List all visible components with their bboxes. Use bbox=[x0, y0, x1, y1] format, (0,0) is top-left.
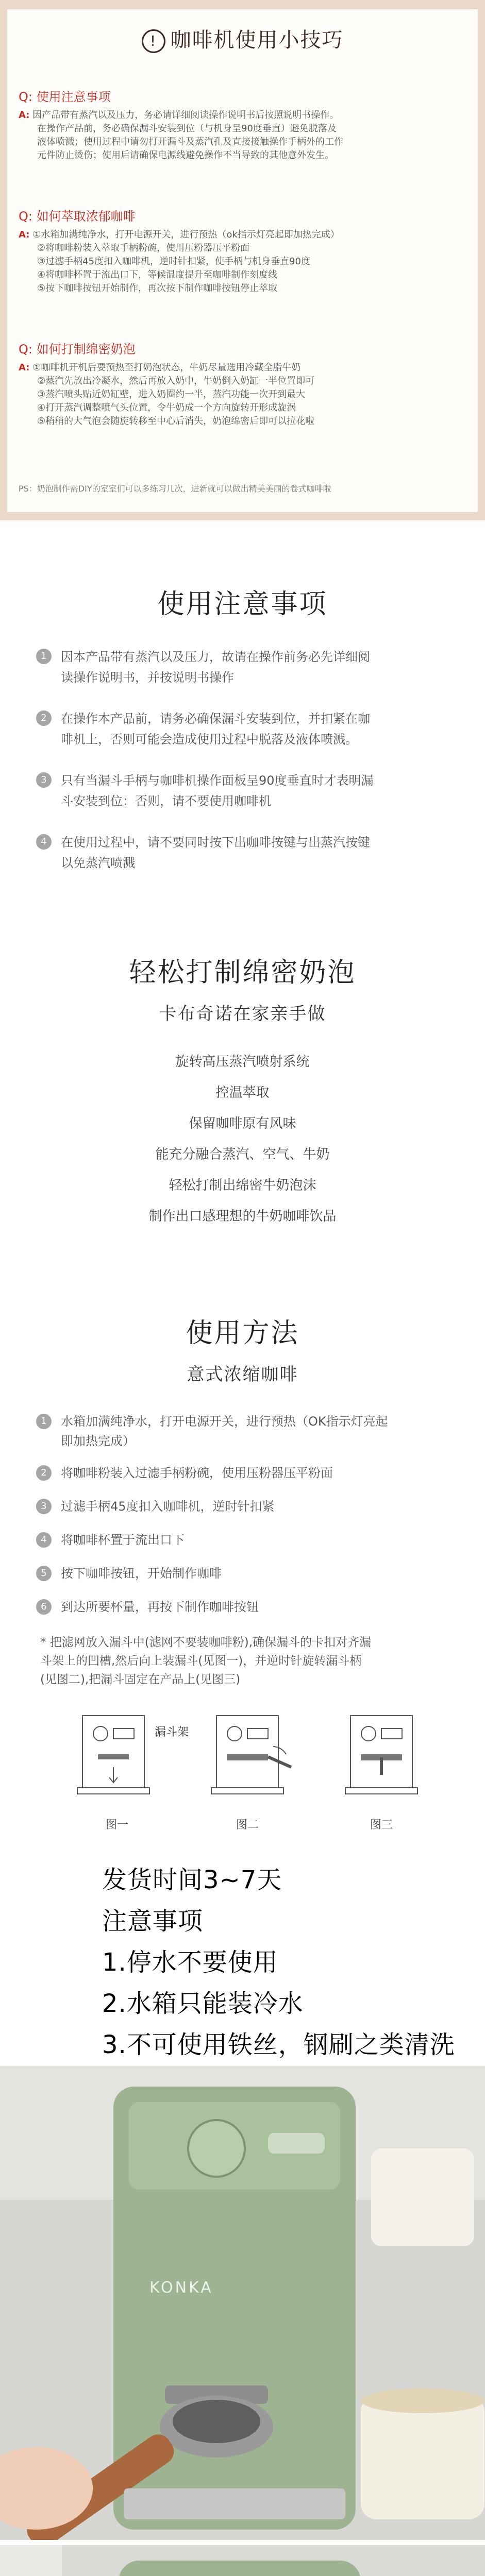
machine-diagram-1 bbox=[62, 1705, 165, 1808]
foam-feature: 能充分融合蒸汽、空气、牛奶 bbox=[155, 1147, 330, 1162]
usage-step: 2 将咖啡粉装入过滤手柄粉碗，使用压粉器压平粉面 bbox=[36, 1463, 448, 1483]
machine-diagram-2 bbox=[196, 1705, 299, 1808]
number-badge: 3 bbox=[36, 772, 52, 788]
notes-item: 1 因本产品带有蒸汽以及压力，故请在操作前务必先详细阅 读操作说明书，并按说明书操作 bbox=[36, 647, 448, 688]
diagram-label: 图一 bbox=[106, 1819, 129, 1832]
notes-item: 2 在操作本产品前，请务必确保漏斗安装到位，并扣紧在咖 啡机上，否则可能会造成使用过程中脱落及液体喷溅。 bbox=[36, 708, 448, 750]
shipping-notice-item: 3.不可使用铁丝，钢刷之类清洗 bbox=[102, 2030, 455, 2059]
tips-section-espresso bbox=[19, 206, 467, 295]
notes-title: 使用注意事项 bbox=[157, 589, 328, 620]
notes-item: 4 在使用过程中，请不要同时按下出咖啡按键与出蒸汽按键 以免蒸汽喷溅 bbox=[36, 832, 448, 873]
number-badge: 4 bbox=[36, 834, 52, 850]
tips-section-usage-notes bbox=[19, 87, 467, 162]
exclamation-icon: ! bbox=[142, 29, 165, 53]
usage-step: 6 到达所要杯量，再按下制作咖啡按钮 bbox=[36, 1597, 448, 1617]
shipping-notice-item: 2.水箱只能装冷水 bbox=[102, 1989, 304, 2018]
tips-section-milk-foam bbox=[19, 339, 467, 428]
tips-title: ! 咖啡机使用小技巧 bbox=[7, 24, 478, 53]
tips-answer: A: ①水箱加满纯净水，打开电源开关，进行预热（ok指示灯亮起即加热完成） ②将咖啡粉装入萃取手柄粉碗，使用压粉器压平粉面 ③过滤手柄45度扣入咖啡机，逆时针扣紧，使手柄与机身垂直90度 ④将咖啡杯置于流出口下，等候温度提升至咖啡制作刻度线 ⑤按下咖啡按钮开始制作，再次按下制作咖啡按钮停止萃取 bbox=[19, 229, 340, 294]
product-photo-2 bbox=[0, 2545, 485, 2576]
number-badge: 1 bbox=[36, 1414, 52, 1429]
usage-step: 1 水箱加满纯净水，打开电源开关，进行预热（OK指示灯亮起 即加热完成） bbox=[36, 1412, 448, 1451]
tips-question: Q: 如何萃取浓郁咖啡 bbox=[19, 209, 136, 224]
foam-feature: 旋转高压蒸汽喷射系统 bbox=[175, 1054, 310, 1070]
number-badge: 1 bbox=[36, 649, 52, 664]
tips-card bbox=[7, 9, 478, 512]
diagram-label: 图二 bbox=[236, 1819, 259, 1832]
drip-tray-label: 漏斗架 bbox=[155, 1726, 189, 1739]
tips-question: Q: 使用注意事项 bbox=[19, 90, 111, 104]
tips-section bbox=[0, 0, 485, 520]
foam-title: 轻松打制绵密奶泡 bbox=[129, 957, 356, 988]
number-badge: 2 bbox=[36, 710, 52, 726]
usage-subtitle: 意式浓缩咖啡 bbox=[187, 1364, 298, 1385]
coffee-machine-photo bbox=[0, 2066, 485, 2540]
foam-subtitle: 卡布奇诺在家亲手做 bbox=[159, 1004, 326, 1024]
number-badge: 2 bbox=[36, 1465, 52, 1481]
number-badge: 5 bbox=[36, 1566, 52, 1581]
usage-note: * 把滤网放入漏斗中(滤网不要装咖啡粉),确保漏斗的卡扣对齐漏 斗架上的凹槽,然后向上装漏斗(见图一)，并逆时针旋转漏斗柄 (见图二),把漏斗固定在产品上(见图三) bbox=[40, 1636, 372, 1686]
tips-answer: A: 因产品带有蒸汽以及压力，务必请详细阅读操作说明书后按照说明书操作。 在操作产品前，务必确保漏斗安装到位（与机身呈90度垂直）避免脱落及 液体喷溅；使用过程中请勿打开漏斗及蒸汽孔及直接接触操作手柄外的工作 元件防止烫伤；使用后请确保电源线避免操作不当导致的其他意外发生。 bbox=[19, 110, 343, 161]
notes-item: 3 只有当漏斗手柄与咖啡机操作面板呈90度垂直时才表明漏 斗安装到位：否则，请不要使用咖啡机 bbox=[36, 770, 448, 811]
foam-feature: 控温萃取 bbox=[215, 1085, 270, 1100]
usage-step: 5 按下咖啡按钮，开始制作咖啡 bbox=[36, 1564, 448, 1583]
coffee-machine-photo bbox=[0, 2545, 485, 2576]
diagram-label: 图三 bbox=[370, 1819, 393, 1832]
product-photo-1 bbox=[0, 2066, 485, 2540]
tips-answer: A: ①咖啡机开机后要预热至打奶泡状态，牛奶尽量选用冷藏全脂牛奶 ②蒸汽先放出冷凝水，然后再放入奶中，牛奶倒入奶缸一半位置即可 ③蒸汽喷头贴近奶缸壁，进入奶圈约一半，蒸汽功能一次开到最大 ④打开蒸汽调整喷气头位置，令牛奶成一个方向旋转开形成旋涡 ⑤稍稍的大气泡会随旋转移至中心后消失，奶泡绵密后即可以拉花啦 bbox=[19, 362, 315, 427]
foam-feature: 制作出口感理想的牛奶咖啡饮品 bbox=[148, 1209, 337, 1224]
foam-feature: 保留咖啡原有风味 bbox=[189, 1116, 296, 1131]
usage-step: 3 过滤手柄45度扣入咖啡机，逆时针扣紧 bbox=[36, 1497, 448, 1516]
shipping-time: 发货时间3~7天 bbox=[102, 1866, 282, 1894]
usage-title: 使用方法 bbox=[186, 1318, 299, 1349]
number-badge: 6 bbox=[36, 1599, 52, 1615]
foam-feature: 轻松打制出绵密牛奶泡沫 bbox=[169, 1178, 316, 1193]
shipping-notice-title: 注意事项 bbox=[102, 1907, 204, 1936]
tips-footnote: PS：奶泡制作需DIY的室室们可以多练习几次，进新就可以做出精美美丽的卷式咖啡啦 bbox=[19, 484, 331, 494]
shipping-notice-item: 1.停水不要使用 bbox=[102, 1948, 278, 1977]
brand-logo: KONKA bbox=[149, 2279, 213, 2297]
machine-diagram-3 bbox=[330, 1705, 433, 1808]
number-badge: 3 bbox=[36, 1499, 52, 1514]
number-badge: 4 bbox=[36, 1532, 52, 1548]
usage-step: 4 将咖啡杯置于流出口下 bbox=[36, 1530, 448, 1550]
tips-question: Q: 如何打制绵密奶泡 bbox=[19, 342, 136, 357]
